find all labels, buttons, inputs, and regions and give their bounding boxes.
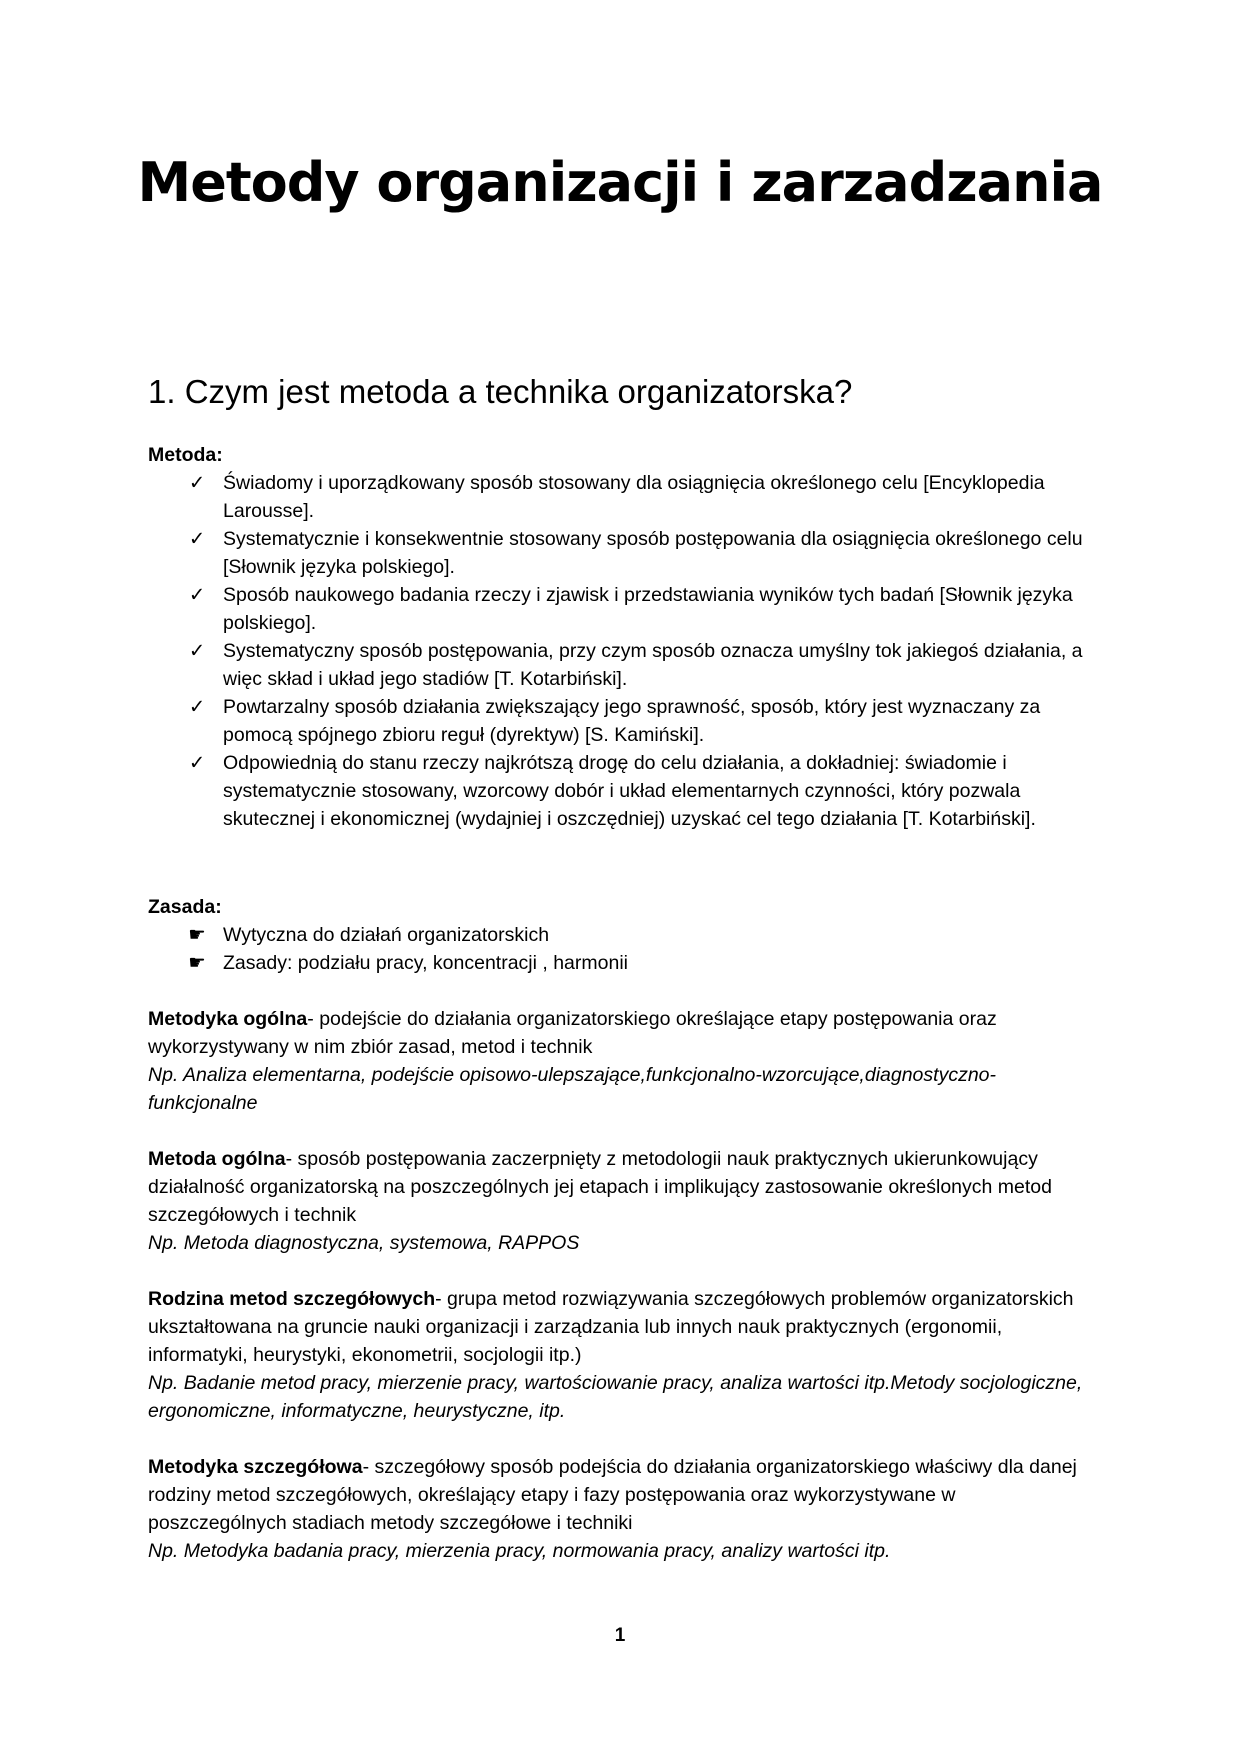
list-item: ✓ Systematyczny sposób postępowania, przy czym sposób oznacza umyślny tok jakiegoś działania, a więc skład i układ jego stadiów [T. Kotarbiński]. <box>148 637 1098 693</box>
checkmark-icon: ✓ <box>188 472 206 494</box>
definition-metodyka-ogolna <box>148 1005 1098 1117</box>
checkmark-icon: ✓ <box>188 584 206 606</box>
definition-rodzina-metod <box>148 1285 1098 1425</box>
zasada-section <box>148 893 1098 977</box>
checkmark-icon: ✓ <box>188 752 206 774</box>
list-item: ✓ Świadomy i uporządkowany sposób stosowany dla osiągnięcia określonego celu [Encyklopedia Larousse]. <box>148 469 1098 525</box>
metoda-list <box>148 469 1098 833</box>
zasada-list <box>148 921 1098 977</box>
list-item: ☛ Wytyczna do działań organizatorskich <box>148 921 1098 949</box>
zasada-label: Zasada: <box>148 896 222 918</box>
section-heading: 1. Czym jest metoda a technika organizatorska? <box>148 373 853 410</box>
list-item: ✓ Systematycznie i konsekwentnie stosowany sposób postępowania dla osiągnięcia określonego celu [Słownik języka polskiego]. <box>148 525 1098 581</box>
definition-body: - szczegółowy sposób podejścia do działania organizatorskiego właściwy dla danej rodziny metod szczegółowych, określający etapy i fazy postępowania oraz wykorzystywane w poszczególnych stadiach metody szczegółowe i techniki <box>148 1456 1077 1534</box>
document-title: Metody organizacji i zarzadzania <box>137 151 1103 214</box>
definition-example: Np. Badanie metod pracy, mierzenie pracy, wartościowanie pracy, analiza wartości itp.Metody socjologiczne, ergonomiczne, informatyczne, heurystyczne, itp. <box>148 1372 1083 1422</box>
metoda-label: Metoda: <box>148 444 223 466</box>
definition-example: Np. Analiza elementarna, podejście opisowo-ulepszające,funkcjonalno-wzorcujące,diagnostyczno-funkcjonalne <box>148 1064 997 1114</box>
list-item: ☛ Zasady: podziału pracy, koncentracji , harmonii <box>148 949 1098 977</box>
list-item: ✓ Sposób naukowego badania rzeczy i zjawisk i przedstawiania wyników tych badań [Słownik języka polskiego]. <box>148 581 1098 637</box>
definition-term: Metodyka szczegółowa <box>148 1456 363 1478</box>
definition-body: - sposób postępowania zaczerpnięty z metodologii nauk praktycznych ukierunkowujący działalność organizatorską na poszczególnych jej etapach i implikujący zastosowanie określonych metod szczegółowych i technik <box>148 1148 1052 1226</box>
definition-term: Metodyka ogólna <box>148 1008 308 1030</box>
pointing-hand-icon: ☛ <box>188 952 206 974</box>
definition-example: Np. Metodyka badania pracy, mierzenia pracy, normowania pracy, analizy wartości itp. <box>148 1540 891 1562</box>
definition-example: Np. Metoda diagnostyczna, systemowa, RAPPOS <box>148 1232 580 1254</box>
definition-metoda-ogolna <box>148 1145 1098 1257</box>
metoda-section <box>148 441 1098 833</box>
definition-body: - grupa metod rozwiązywania szczegółowych problemów organizatorskich ukształtowana na gruncie nauki organizacji i zarządzania lub innych nauk praktycznych (ergonomii, informatyki, heurystyki, ekonometrii, socjologii itp.) <box>148 1288 1074 1366</box>
definition-term: Rodzina metod szczegółowych <box>148 1288 436 1310</box>
page-number: 1 <box>614 1625 626 1646</box>
list-item: ✓ Odpowiednią do stanu rzeczy najkrótszą drogę do celu działania, a dokładniej: świadomie i systematycznie stosowany, wzorcowy dobór i układ elementarnych czynności, który pozwala skutecznej i ekonomicznej (wydajniej i oszczędniej) uzyskać cel tego działania [T. Kotarbiński]. <box>148 749 1098 833</box>
definition-term: Metoda ogólna <box>148 1148 286 1170</box>
checkmark-icon: ✓ <box>188 528 206 550</box>
checkmark-icon: ✓ <box>188 640 206 662</box>
definition-metodyka-szczegolowa <box>148 1453 1098 1565</box>
checkmark-icon: ✓ <box>188 696 206 718</box>
pointing-hand-icon: ☛ <box>188 924 206 946</box>
list-item: ✓ Powtarzalny sposób działania zwiększający jego sprawność, sposób, który jest wyznaczany za pomocą spójnego zbioru reguł (dyrektyw) [S. Kamiński]. <box>148 693 1098 749</box>
definition-body: - podejście do działania organizatorskiego określające etapy postępowania oraz wykorzystywany w nim zbiór zasad, metod i technik <box>148 1008 997 1058</box>
